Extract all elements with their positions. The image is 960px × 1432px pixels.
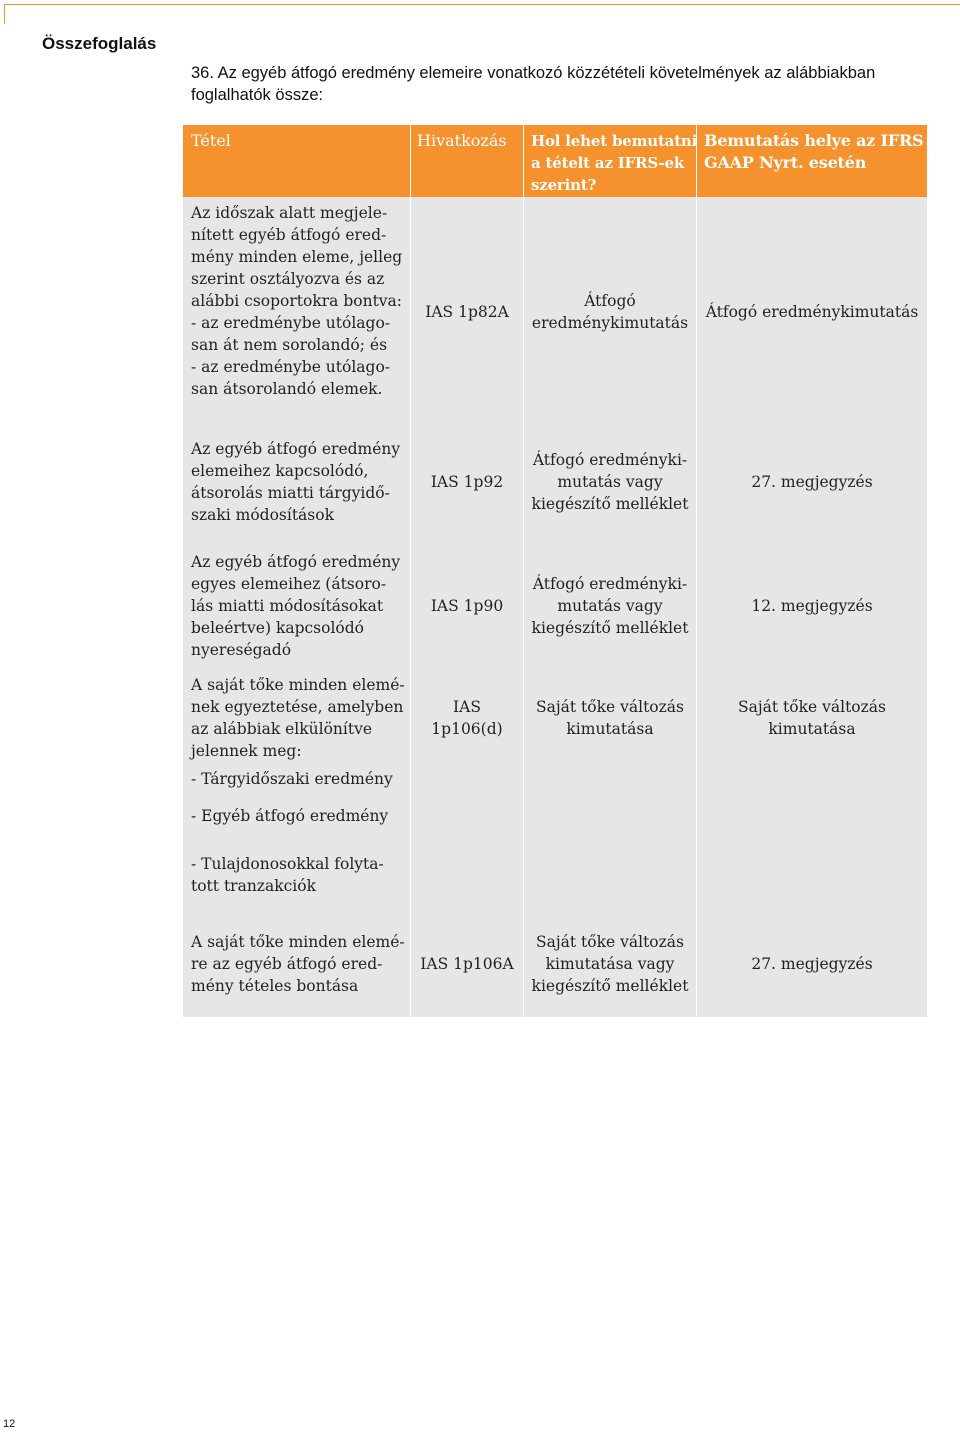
- cell-text-line: san át nem sorolandó; és: [191, 336, 388, 354]
- row5-reference: [411, 953, 523, 975]
- cell-text-line: Átfogó eredményki-: [532, 575, 688, 593]
- cell-text-line: Az időszak alatt megjele-: [191, 204, 388, 222]
- cell-text-line: IAS 1p90: [430, 597, 504, 615]
- header-gaap: [704, 130, 923, 174]
- cell-text-line: jelennek meg:: [191, 742, 302, 760]
- cell-text-line: - az eredménybe utólago-: [191, 358, 391, 376]
- cell-text-line: Hivatkozás: [417, 131, 507, 150]
- cell-text-line: egyes elemeihez (átsoro-: [191, 575, 387, 593]
- row4-gaap: [697, 696, 927, 740]
- cell-text-line: az alábbiak elkülönítve: [191, 720, 373, 738]
- cell-text-line: - Tulajdonosokkal folyta-: [191, 855, 384, 873]
- intro-paragraph: [191, 62, 931, 106]
- intro-line: foglalhatók össze:: [191, 86, 324, 104]
- cell-text-line: lás miatti módosításokat: [191, 597, 384, 615]
- cell-text-line: Saját tőke változás: [536, 698, 684, 716]
- page-border-left: [4, 4, 5, 24]
- cell-text-line: nyereségadó: [191, 641, 292, 659]
- row5-where: [524, 931, 696, 997]
- cell-text-line: IAS: [453, 698, 481, 716]
- row1-item: [191, 202, 402, 400]
- cell-text-line: - Tárgyidőszaki eredmény: [191, 770, 393, 788]
- cell-text-line: Bemutatás helye az IFRS: [704, 131, 924, 150]
- cell-text-line: - az eredménybe utólago-: [191, 314, 391, 332]
- cell-text-line: eredménykimutatás: [531, 314, 689, 332]
- cell-text-line: Átfogó eredménykimutatás: [705, 303, 919, 321]
- cell-text-line: kimutatása: [768, 720, 856, 738]
- cell-text-line: nek egyeztetése, amelyben: [191, 698, 404, 716]
- row5-gaap: [697, 953, 927, 975]
- row3-where: [524, 573, 696, 639]
- row4-subitem: [191, 805, 388, 827]
- page-border-top: [4, 4, 960, 5]
- row1-where: [524, 290, 696, 334]
- cell-text-line: szerint?: [531, 176, 597, 194]
- cell-text-line: 1p106(d): [431, 720, 503, 738]
- header-divider: [410, 125, 411, 197]
- cell-text-line: IAS 1p92: [430, 473, 504, 491]
- row3-item: [191, 551, 400, 661]
- row2-where: [524, 449, 696, 515]
- cell-text-line: Az egyéb átfogó eredmény: [191, 553, 401, 571]
- cell-text-line: alábbi csoportokra bontva:: [191, 292, 403, 310]
- row2-item: [191, 438, 400, 526]
- section-title: Összefoglalás: [42, 34, 157, 53]
- cell-text-line: - Egyéb átfogó eredmény: [191, 807, 389, 825]
- cell-text-line: Átfogó: [584, 292, 636, 310]
- cell-text-line: GAAP Nyrt. esetén: [704, 153, 867, 172]
- disclosure-table: [183, 125, 927, 1017]
- cell-text-line: 12. megjegyzés: [751, 597, 873, 615]
- cell-text-line: nített egyéb átfogó ered-: [191, 226, 387, 244]
- header-where: [531, 130, 697, 196]
- cell-text-line: kiegészítő melléklet: [531, 495, 689, 513]
- cell-text-line: Hol lehet bemutatni: [531, 132, 698, 150]
- cell-text-line: IAS 1p82A: [425, 303, 509, 321]
- row4-subitem: [191, 768, 393, 790]
- cell-text-line: szerint osztályozva és az: [191, 270, 385, 288]
- page-number: 12: [3, 1418, 16, 1430]
- cell-text-line: Tétel: [191, 131, 231, 150]
- cell-text-line: mény tételes bontása: [191, 977, 359, 995]
- cell-text-line: kimutatása vagy: [545, 955, 675, 973]
- cell-text-line: a tételt az IFRS-ek: [531, 154, 685, 172]
- cell-text-line: 27. megjegyzés: [751, 955, 873, 973]
- cell-text-line: 27. megjegyzés: [751, 473, 873, 491]
- row3-reference: [411, 595, 523, 617]
- header-divider: [523, 125, 524, 197]
- cell-text-line: A saját tőke minden elemé-: [191, 676, 405, 694]
- cell-text-line: mutatás vagy: [557, 597, 663, 615]
- cell-text-line: A saját tőke minden elemé-: [191, 933, 405, 951]
- row2-reference: [411, 471, 523, 493]
- cell-text-line: IAS 1p106A: [420, 955, 514, 973]
- cell-text-line: Saját tőke változás: [738, 698, 886, 716]
- cell-text-line: Átfogó eredményki-: [532, 451, 688, 469]
- cell-text-line: san átsorolandó elemek.: [191, 380, 383, 398]
- cell-text-line: szaki módosítások: [191, 506, 334, 524]
- row4-reference: [411, 696, 523, 740]
- cell-text-line: beleértve) kapcsolódó: [191, 619, 365, 637]
- cell-text-line: mény minden eleme, jelleg: [191, 248, 403, 266]
- cell-text-line: Az egyéb átfogó eredmény: [191, 440, 401, 458]
- row5-item: [191, 931, 405, 997]
- cell-text-line: re az egyéb átfogó ered-: [191, 955, 383, 973]
- header-reference: [417, 130, 507, 152]
- cell-text-line: elemeihez kapcsolódó,: [191, 462, 369, 480]
- cell-text-line: Saját tőke változás: [536, 933, 684, 951]
- cell-text-line: tott tranzakciók: [191, 877, 316, 895]
- row1-reference: [411, 301, 523, 323]
- cell-text-line: kiegészítő melléklet: [531, 619, 689, 637]
- header-item: [191, 130, 231, 152]
- row1-gaap: [697, 301, 927, 323]
- cell-text-line: kimutatása: [566, 720, 654, 738]
- row4-where: [524, 696, 696, 740]
- cell-text-line: mutatás vagy: [557, 473, 663, 491]
- row2-gaap: [697, 471, 927, 493]
- row4-item: [191, 674, 405, 762]
- cell-text-line: átsorolás miatti tárgyidő-: [191, 484, 390, 502]
- cell-text-line: kiegészítő melléklet: [531, 977, 689, 995]
- row4-subitem: [191, 853, 384, 897]
- intro-line: 36. Az egyéb átfogó eredmény elemeire vonatkozó közzétételi követelmények az alábbiakban: [191, 64, 876, 82]
- row3-gaap: [697, 595, 927, 617]
